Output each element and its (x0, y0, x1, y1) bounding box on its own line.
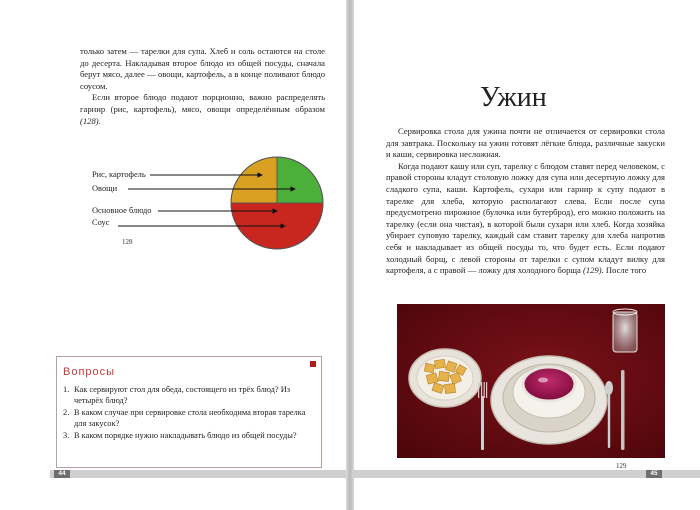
table-setting-illustration (397, 304, 665, 458)
soup-bowl-icon (523, 367, 575, 401)
vegetables-section (277, 157, 323, 203)
question-item: 3. В каком порядке нужно накладывать блюдо из общей посуды? (63, 431, 297, 441)
bread-plate-icon (409, 349, 481, 407)
footer-bar (50, 470, 346, 478)
questions-title: Вопросы (63, 366, 116, 378)
paragraph: Сервировка стола для ужина почти не отличается от сервировки стола для завтрака. Поскольку на ужин готовят лёгкие блюда, различные закуски и каши, сервировка несложная. (386, 126, 665, 160)
section-heading: Ужин (480, 82, 547, 113)
questions-list (63, 385, 313, 444)
paragraph: Когда подают кашу или суп, тарелку с блюдом ставят перед человеком, с правой стороны кладут столовую ложку для супа или десертную ложку для сладкого супа, каши. Картофель, сухари или гарнир к супу подают в тарелке для хлеба, которую располагают слева. Если после супа предусмотрено пирожное (булочка или бутерброд), его можно положить на тарелку (если она чистая), в которой были сухари или хлеб. Когда хозяйка убирает суповую тарелку, каждый сам ставит тарелку для хлеба напротив себя и накладывает из общей посуды то, что будет есть. Если подают холодный борщ, с левой стороны от тарелки с супом кладут вилку для картофеля, а с правой — ложку для холодного борща (129). После того (386, 160, 665, 276)
knife-icon (621, 370, 625, 450)
right-page (354, 0, 700, 510)
book-gutter (346, 0, 354, 510)
rice-potato-section (231, 157, 277, 203)
left-page (0, 0, 346, 510)
label-main-dish: Основное блюдо (92, 206, 152, 215)
right-body-text (386, 126, 665, 277)
footer-bar (354, 470, 700, 478)
paragraph: только затем — тарелки для супа. Хлеб и соль остаются на столе до десерта. Накладывая второе блюдо из общей посуды, сначала берут мясо, далее — овощи, картофель, а в конце поливают блюдо соусом. (80, 46, 325, 91)
question-item: 1. Как сервируют стол для обеда, состоящего из трёх блюд? Из четырёх блюд? (63, 385, 291, 405)
question-item: 2. В каком случае при сервировке стола необходима вторая тарелка для закусок? (63, 408, 306, 428)
questions-box (56, 356, 322, 468)
figure-reference: (129) (582, 265, 602, 276)
label-sauce: Соус (92, 218, 110, 227)
dinner-plate-icon (491, 356, 607, 444)
paragraph: Если второе блюдо подают порционно, важно распределять гарнир (рис, картофель), мясо, овощи определённым образом (128). (80, 92, 325, 126)
dinner-table-photo (397, 304, 665, 458)
page-number: 44 (54, 470, 70, 478)
label-vegetables: Овощи (92, 184, 118, 193)
spoon-icon (605, 381, 613, 448)
page-number: 45 (646, 470, 662, 478)
plate-icon (231, 157, 323, 249)
fork-icon (478, 382, 487, 450)
figure-number: 128 (122, 238, 133, 246)
decorative-square-icon (310, 361, 316, 367)
figure-number: 129 (616, 462, 627, 470)
figure-reference: (128) (80, 115, 99, 126)
plate-diagram-graphic (0, 0, 346, 260)
label-rice-potato: Рис, картофель (92, 170, 146, 179)
glass-icon (613, 309, 637, 352)
